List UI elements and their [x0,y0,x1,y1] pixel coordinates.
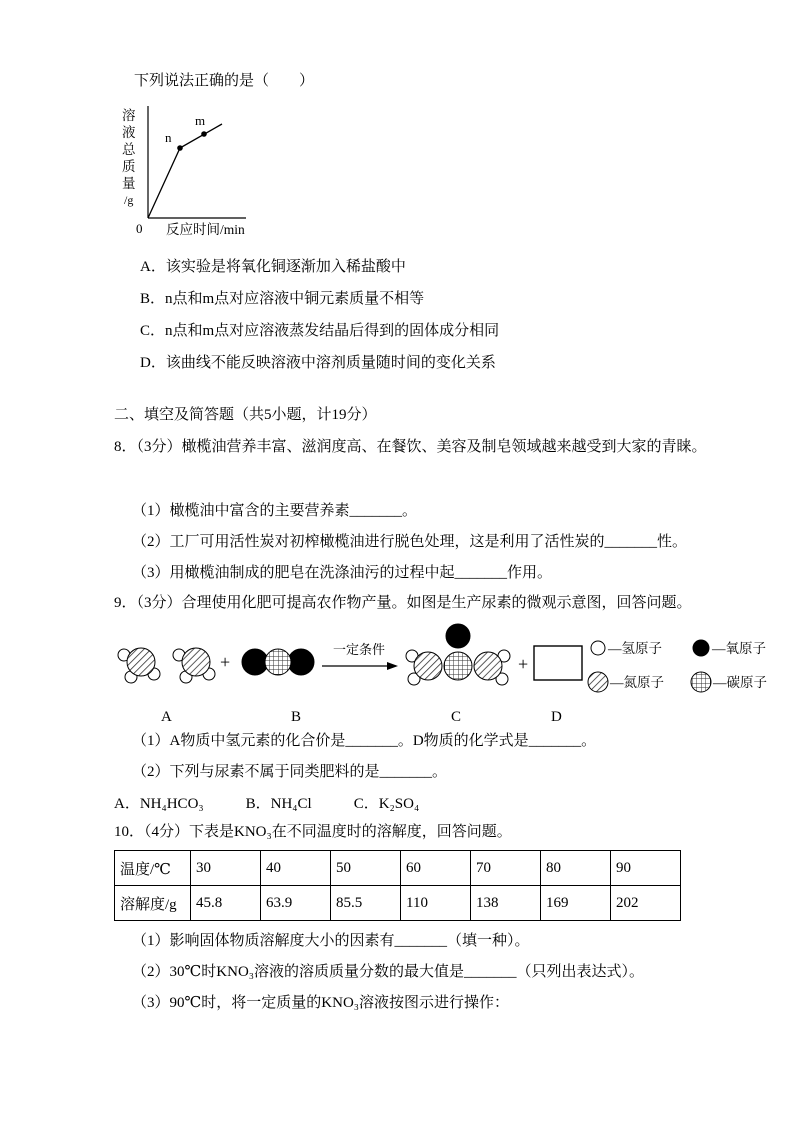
q7-options [114,256,776,374]
table-row-temperature [115,851,681,886]
q8-part-1: （1）橄榄油中富含的主要营养素_______。 [132,503,418,519]
condition-label: 一定条件 [332,642,386,657]
q8-stem: 8．（3分）橄榄油营养丰富、滋润度高、在餐饮、美容及制皂领域越来越受到大家的青睐。 [114,439,707,455]
diagram-label-d: D [551,709,562,725]
table-cell: 50 [331,851,401,886]
molecule-b [242,649,314,675]
table-cell: 110 [401,886,471,921]
q9-stem: 9．（3分）合理使用化肥可提高农作物产量。如图是生产尿素的微观示意图，回答问题。 [114,595,692,611]
q7-stem: 下列说法正确的是（ ） [134,73,315,89]
table-cell: 85.5 [331,886,401,921]
table-cell: 80 [541,851,611,886]
table-cell: 温度/℃ [115,851,191,886]
reaction-arrow [322,662,398,670]
table-cell: 90 [611,851,681,886]
carbon-atom-icon [691,672,711,692]
q9-part-2: （2）下列与尿素不属于同类肥料的是_______。 [132,764,448,780]
table-cell: 138 [471,886,541,921]
q9-choice-a: A．NH₄HCO₃ [114,796,204,812]
hydrogen-atom-icon [591,641,605,655]
diagram-label-a: A [161,709,172,725]
table-cell: 60 [401,851,471,886]
table-cell: 40 [261,851,331,886]
y-axis-label-char: 总 [122,142,136,157]
question-8 [114,436,776,584]
q9-diagram [116,620,788,728]
q7-option-c: C．n点和m点对应溶液蒸发结晶后得到的固体成分相同 [140,323,500,339]
legend-hydrogen: —氢原子 [608,641,662,656]
q10-part-2: （2）30℃时KNO₃溶液的溶质质量分数的最大值是_______（只列出表达式）。 [132,964,645,980]
q7-graph [108,96,288,246]
legend-carbon: —碳原子 [713,675,767,690]
label-m: m [195,113,206,128]
q9-choice-c: C．K₂SO₄ [353,796,420,812]
y-axis-label-char: 质 [122,159,136,174]
q7-option-b: B．n点和m点对应溶液中铜元素质量不相等 [140,291,425,307]
molecule-a1 [118,648,160,683]
q7-option-d: D．该曲线不能反映溶液中溶剂质量随时间的变化关系 [140,355,496,371]
q10-stem: 10．（4分）下表是KNO₃在不同温度时的溶解度，回答问题。 [114,824,512,840]
nitrogen-atom-icon [588,672,608,692]
diagram-label-c: C [451,709,462,725]
table-cell: 45.8 [191,886,261,921]
legend [588,640,767,693]
oxygen-atom-icon [693,640,710,657]
origin-label: 0 [136,221,143,236]
diagram-label-b: B [291,709,302,725]
table-cell: 202 [611,886,681,921]
question-10 [114,821,776,1014]
molecule-c [406,624,510,685]
plus-sign: + [220,652,231,672]
y-axis-label [122,107,136,207]
molecule-d-box [534,646,582,680]
x-axis-label: 反应时间/min [166,222,245,237]
q10-part-3: （3）90℃时，将一定质量的KNO₃溶液按图示进行操作： [132,995,510,1011]
q8-part-2: （2）工厂可用活性炭对初榨橄榄油进行脱色处理，这是利用了活性炭的_______性。 [132,534,688,550]
q10-part-1: （1）影响固体物质溶解度大小的因素有_______（填一种）。 [132,933,530,949]
legend-oxygen: —氧原子 [712,641,766,656]
y-axis-label-char: 液 [122,125,136,140]
y-axis-label-char: 量 [122,176,136,191]
y-axis-label-char: /g [124,193,134,207]
molecule-a2 [173,648,215,683]
table-cell: 30 [191,851,261,886]
question-9 [114,592,776,813]
solubility-table [114,850,681,921]
label-n: n [165,130,172,145]
table-cell: 169 [541,886,611,921]
q9-choice-b: B．NH₄Cl [245,796,312,812]
q8-part-3: （3）用橄榄油制成的肥皂在洗涤油污的过程中起_______作用。 [132,565,553,581]
q9-part-1: （1）A物质中氢元素的化合价是_______。D物质的化学式是_______。 [132,733,597,749]
table-cell: 63.9 [261,886,331,921]
point-n [177,145,183,151]
y-axis-label-char: 溶 [122,108,136,123]
q9-choices [114,792,776,813]
plus-sign: + [518,654,529,674]
table-row-solubility [115,886,681,921]
section-title: 二、填空及简答题（共5小题，计19分） [114,407,377,423]
point-m [201,131,207,137]
question-7 [114,70,776,374]
legend-nitrogen: —氮原子 [610,675,664,690]
table-cell: 70 [471,851,541,886]
q7-option-a: A．该实验是将氧化铜逐渐加入稀盐酸中 [140,259,406,275]
mass-curve [148,124,222,218]
table-cell: 溶解度/g [115,886,191,921]
